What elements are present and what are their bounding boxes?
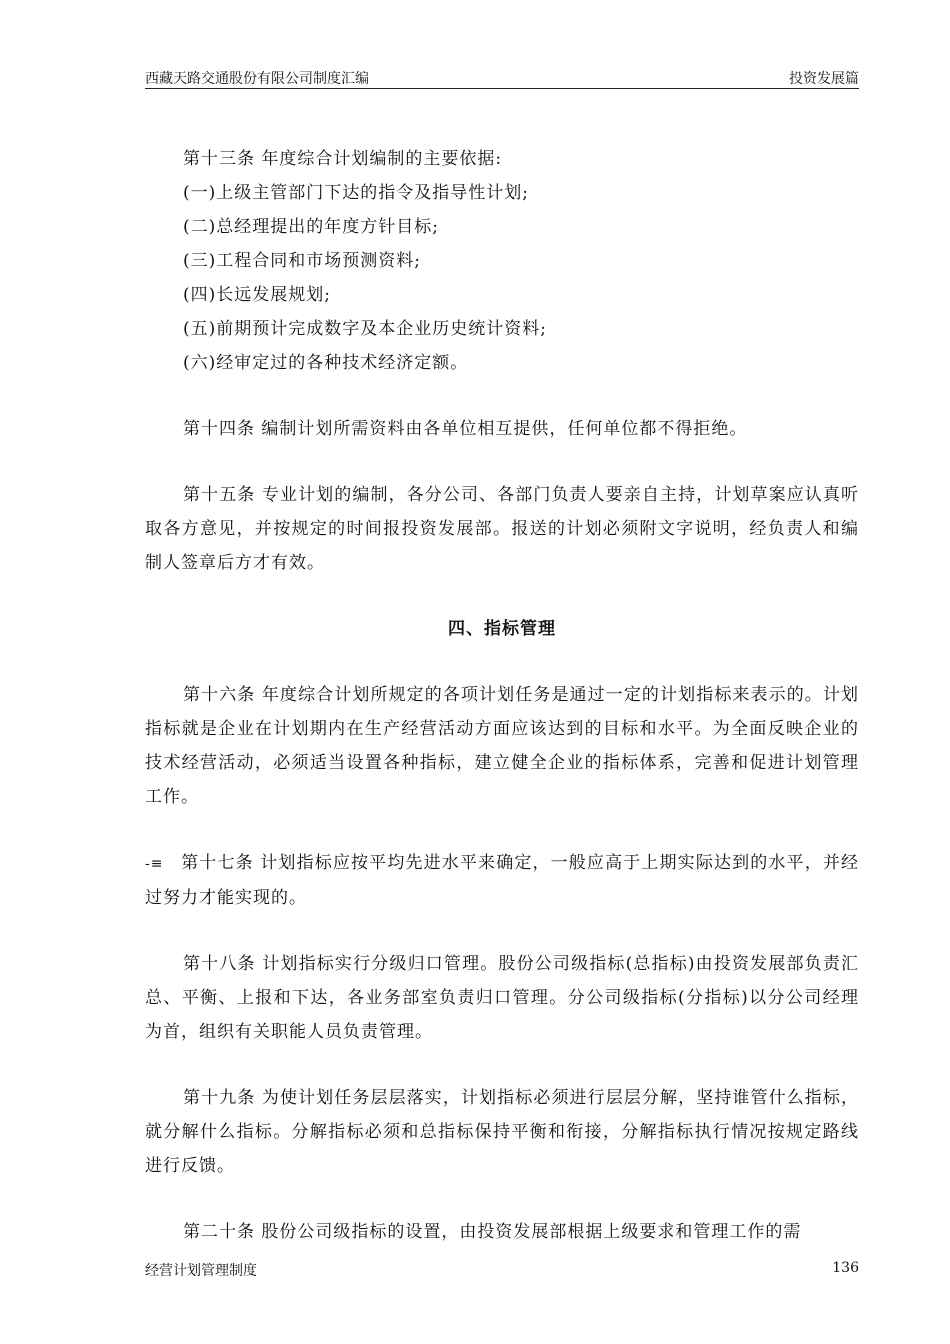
article-13-title: 第十三条 年度综合计划编制的主要依据: xyxy=(183,149,503,169)
article-13-item-1: (一)上级主管部门下达的指令及指导性计划; xyxy=(183,183,529,203)
article-15: 第十五条 专业计划的编制，各分公司、各部门负责人要亲自主持，计划草案应认真听取各方意见，并按规定的时间报投资发展部。报送的计划必须附文字说明，经负责人和编制人签章后方才有效。 xyxy=(145,485,859,573)
article-13-item-2: (二)总经理提出的年度方针目标; xyxy=(183,217,439,237)
margin-mark: -≡ xyxy=(145,856,164,872)
article-13-item-3: (三)工程合同和市场预测资料; xyxy=(183,251,421,271)
article-20: 第二十条 股份公司级指标的设置，由投资发展部根据上级要求和管理工作的需 xyxy=(183,1222,802,1242)
section-heading-4: 四、指标管理 xyxy=(448,619,556,639)
article-17 xyxy=(145,846,859,915)
article-14: 第十四条 编制计划所需资料由各单位相互提供，任何单位都不得拒绝。 xyxy=(183,419,748,439)
page-number: 136 xyxy=(832,1260,859,1276)
article-13-item-4: (四)长远发展规划; xyxy=(183,285,331,305)
article-13-item-6: (六)经审定过的各种技术经济定额。 xyxy=(183,353,469,373)
article-16: 第十六条 年度综合计划所规定的各项计划任务是通过一定的计划指标来表示的。计划指标就是企业在计划期内在生产经营活动方面应该达到的目标和水平。为全面反映企业的技术经营活动，必须适当设置各种指标，建立健全企业的指标体系，完善和促进计划管理工作。 xyxy=(145,685,859,807)
article-18: 第十八条 计划指标实行分级归口管理。股份公司级指标(总指标)由投资发展部负责汇总、平衡、上报和下达，各业务部室负责归口管理。分公司级指标(分指标)以分公司经理为首，组织有关职能人员负责管理。 xyxy=(145,954,859,1042)
article-19: 第十九条 为使计划任务层层落实，计划指标必须进行层层分解，坚持谁管什么指标，就分解什么指标。分解指标必须和总指标保持平衡和衔接，分解指标执行情况按规定路线进行反馈。 xyxy=(145,1088,859,1176)
page-footer xyxy=(145,1260,859,1282)
document-body xyxy=(145,142,859,1249)
header-company-title: 西藏天路交通股份有限公司制度汇编 xyxy=(145,71,369,87)
article-13-item-5: (五)前期预计完成数字及本企业历史统计资料; xyxy=(183,319,547,339)
article-17-text: 第十七条 计划指标应按平均先进水平来确定，一般应高于上期实际达到的水平，并经过努力才能实现的。 xyxy=(145,853,859,908)
page-header xyxy=(145,66,859,89)
footer-document-title: 经营计划管理制度 xyxy=(145,1263,257,1279)
header-section-title: 投资发展篇 xyxy=(789,71,859,87)
